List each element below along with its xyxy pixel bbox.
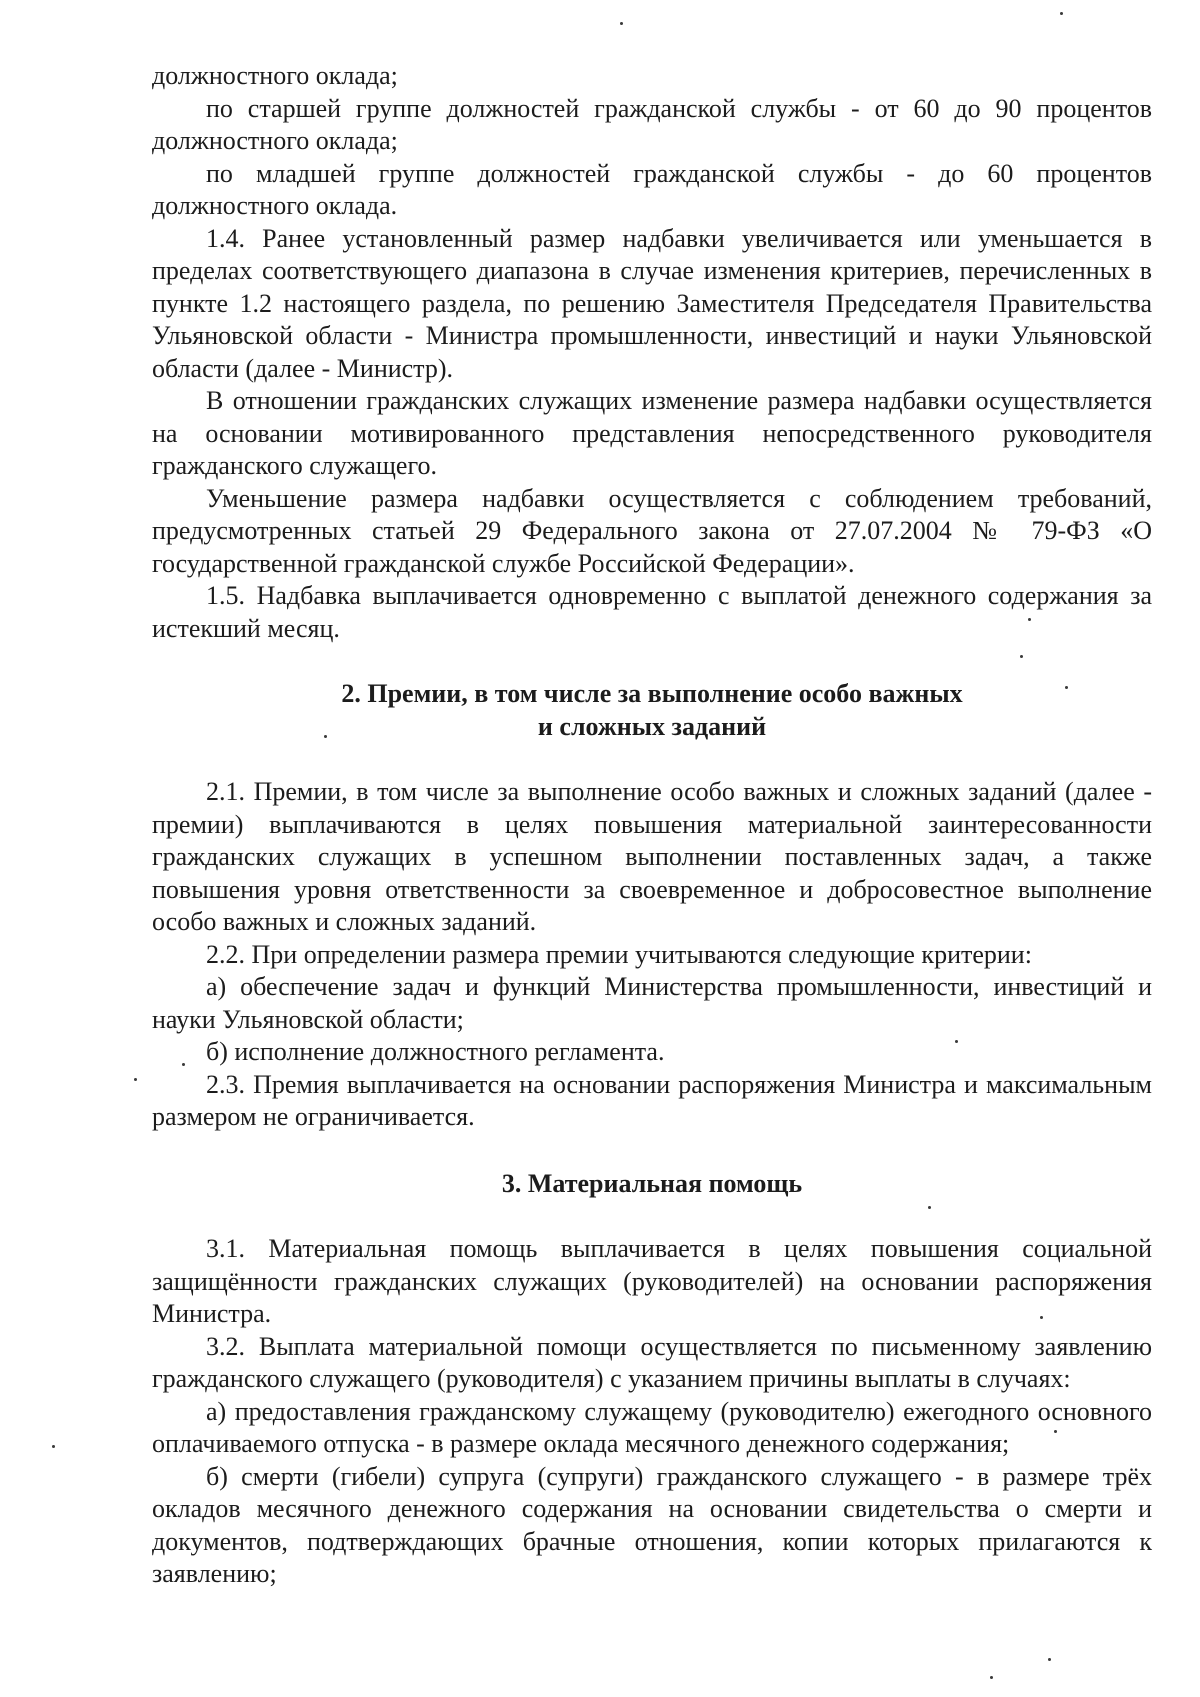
section-2-body xyxy=(152,776,1152,1134)
section-title-line: и сложных заданий xyxy=(537,711,767,741)
scan-speck xyxy=(1065,686,1068,689)
scan-speck xyxy=(1060,12,1063,15)
paragraph: а) обеспечение задач и функций Министерства промышленности, инвестиций и науки Ульяновской области; xyxy=(152,972,1152,1034)
section-title-line: 2. Премии, в том числе за выполнение особо важных xyxy=(341,679,963,708)
scan-speck xyxy=(1048,1658,1051,1661)
scan-speck xyxy=(1020,655,1023,658)
scan-speck xyxy=(324,735,327,738)
scan-speck xyxy=(1028,618,1031,621)
section-2-heading xyxy=(152,678,1152,743)
paragraph: а) предоставления гражданскому служащему (руководителю) ежегодного основного оплачиваемого отпуска - в размере оклада месячного денежного содержания; xyxy=(152,1396,1152,1458)
scan-speck xyxy=(990,1676,993,1679)
section-1-continuation xyxy=(152,60,1152,645)
scan-speck xyxy=(182,1063,185,1066)
section-3-body xyxy=(152,1233,1152,1591)
scan-speck xyxy=(955,1040,958,1043)
paragraph: по старшей группе должностей гражданской службы - от 60 до 90 процентов должностного оклада; xyxy=(152,93,1152,155)
paragraph: 2.3. Премия выплачивается на основании распоряжения Министра и максимальным размером не ограничивается. xyxy=(152,1069,1152,1131)
scan-speck xyxy=(52,1445,55,1448)
scan-speck xyxy=(928,1206,931,1209)
scan-speck xyxy=(620,22,623,25)
paragraph: 2.2. При определении размера премии учитываются следующие критерии: xyxy=(206,939,1032,969)
section-title: 3. Материальная помощь xyxy=(501,1169,803,1198)
paragraph: Уменьшение размера надбавки осуществляется с соблюдением требований, предусмотренных статьей 29 Федерального закона от 27.07.2004 № 79-ФЗ «О государственной гражданской службе Российской Федерации». xyxy=(152,483,1152,578)
paragraph: В отношении гражданских служащих изменение размера надбавки осуществляется на основании мотивированного представления непосредственного руководителя гражданского служащего. xyxy=(152,386,1152,480)
scan-speck xyxy=(1054,1430,1057,1433)
paragraph: 1.5. Надбавка выплачивается одновременно с выплатой денежного содержания за истекший месяц. xyxy=(152,581,1152,643)
paragraph: б) исполнение должностного регламента. xyxy=(206,1037,665,1066)
paragraph: 2.1. Премии, в том числе за выполнение особо важных и сложных заданий (далее - премии) выплачиваются в целях повышения материальной заинтересованности гражданских служащих в успешном выполнении поставленных задач, а также повышения уровня ответственности за своевременное и добросовестное выполнение особо важных и сложных заданий. xyxy=(152,777,1152,936)
paragraph: 3.1. Материальная помощь выплачивается в целях повышения социальной защищённости гражданских служащих (руководителей) на основании распоряжения Министра. xyxy=(152,1234,1152,1328)
paragraph: 3.2. Выплата материальной помощи осуществляется по письменному заявлению гражданского служащего (руководителя) с указанием причины выплаты в случаях: xyxy=(152,1331,1152,1393)
paragraph: по младшей группе должностей гражданской службы - до 60 процентов должностного оклада. xyxy=(152,158,1152,220)
paragraph: должностного оклада; xyxy=(152,61,398,90)
section-title xyxy=(152,678,1152,743)
paragraph: б) смерти (гибели) супруга (супруги) гражданского служащего - в размере трёх окладов месячного денежного содержания на основании свидетельства о смерти и документов, подтверждающих брачные отношения, копии которых прилагаются к заявлению; xyxy=(152,1461,1152,1588)
section-3-heading xyxy=(152,1168,1152,1201)
paragraph: 1.4. Ранее установленный размер надбавки увеличивается или уменьшается в пределах соответствующего диапазона в случае изменения критериев, перечисленных в пункте 1.2 настоящего раздела, по решению Заместителя Председателя Правительства Ульяновской области - Министра промышленности, инвестиций и науки Ульяновской области (далее - Министр). xyxy=(152,223,1152,383)
scan-speck xyxy=(134,1078,137,1081)
scan-speck xyxy=(1040,1316,1043,1319)
